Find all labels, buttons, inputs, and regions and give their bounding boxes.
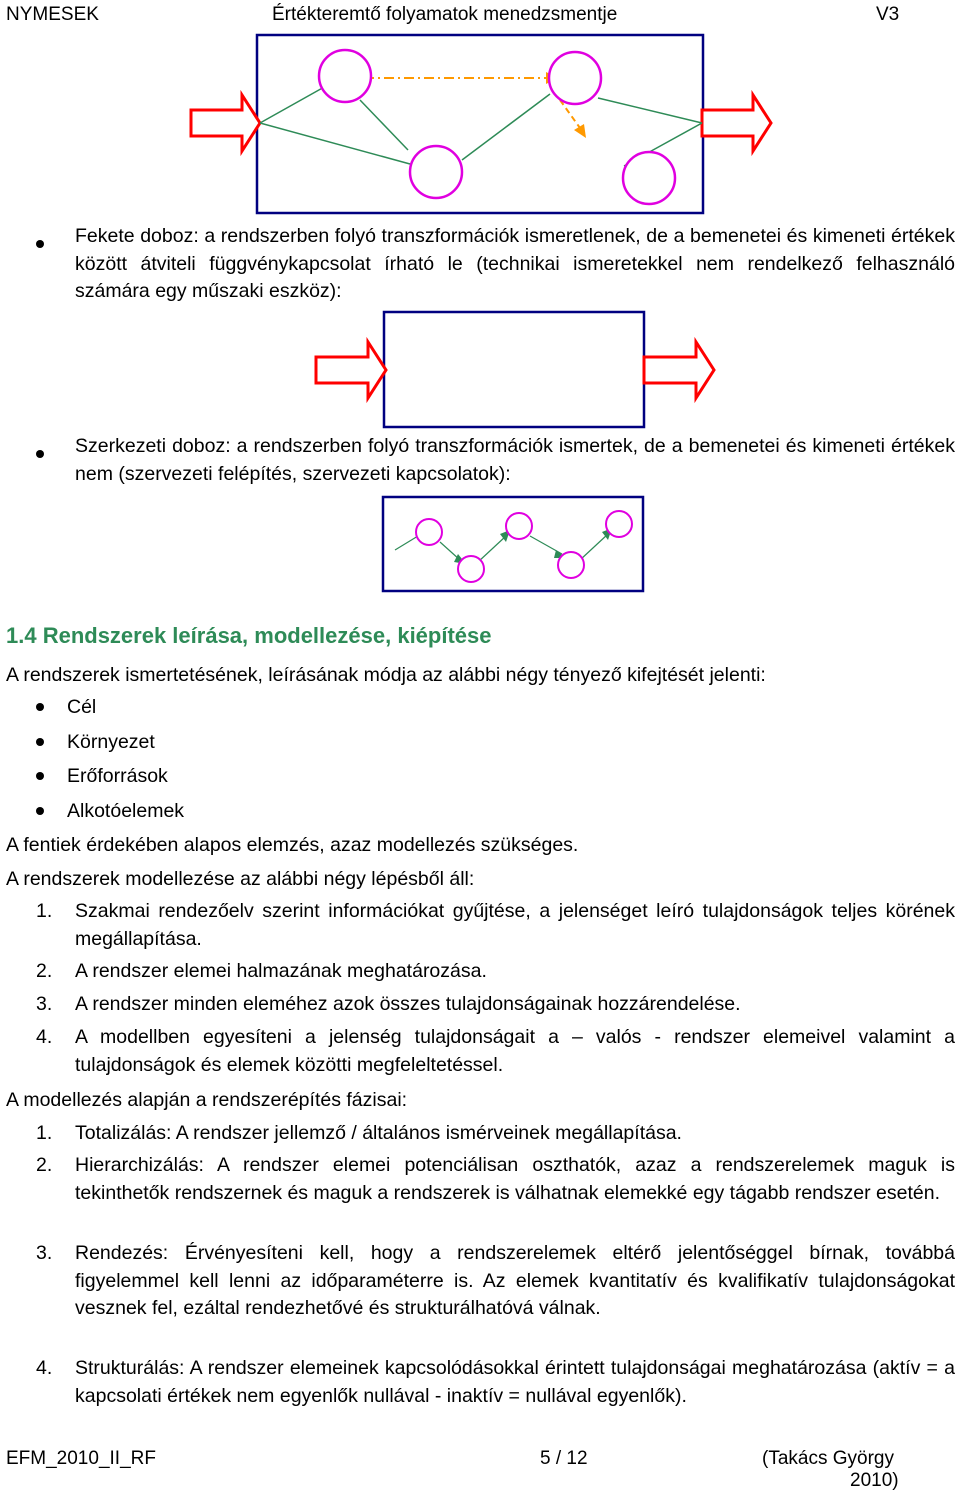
bullet-dot <box>36 772 44 780</box>
bullet-dot <box>36 807 44 815</box>
step-text: A modellben egyesíteni a jelenség tulajdonságait a – valós - rendszer elemeivel valamint a tulajdonságok és elemek közötti megfeleltetéssel. <box>75 1026 955 1076</box>
node-circle <box>558 552 584 578</box>
bullet-black-box: Fekete doboz: a rendszerben folyó transzformációk ismeretlenek, de a bemenetei és kimeneti értékek között átviteli függvénykapcsolat írható le (technikai ismeretekkel nem rendelkező felhasználó számára egy műszaki eszköz): <box>75 225 955 302</box>
step-number: 3. <box>36 993 53 1015</box>
phases-intro: A modellezés alapján a rendszerépítés fázisai: <box>6 1089 408 1111</box>
factor-item: Cél <box>67 696 97 718</box>
step-text: Szakmai rendezőelv szerint információkat gyűjtése, a jelenséget leíró tulajdonságok teljes körének megállapítása. <box>75 900 955 950</box>
node-circle <box>506 513 532 539</box>
black-box-diagram <box>0 305 960 425</box>
link-line <box>478 536 506 562</box>
header-title: Értékteremtő folyamatok menedzsmentje <box>272 4 618 25</box>
after-factors: A fentiek érdekében alapos elemzés, azaz modellezés szükséges. <box>6 834 579 856</box>
phase-number: 4. <box>36 1357 53 1379</box>
node-circle <box>549 52 601 104</box>
step-text: A rendszer minden eleméhez azok összes tulajdonságainak hozzárendelése. <box>75 993 741 1015</box>
factor-item: Környezet <box>67 731 155 753</box>
bullet-dot <box>36 240 44 248</box>
section-intro: A rendszerek ismertetésének, leírásának módja az alábbi négy tényező kifejtését jelenti: <box>6 664 766 686</box>
phase-text: Hierarchizálás: A rendszer elemei potenciálisan oszthatók, azaz a rendszerelemek maguk is tekinthetők rendszernek és maguk a rendszerek is válhatnak elemekké egy tágabb rendszer esetén. <box>75 1154 955 1204</box>
node-circle <box>623 152 675 204</box>
factor-item: Alkotóelemek <box>67 800 185 822</box>
phase-number: 1. <box>36 1122 53 1144</box>
step-number: 4. <box>36 1026 53 1048</box>
node-circle <box>410 146 462 198</box>
section-heading: 1.4 Rendszerek leírása, modellezése, kiépítése <box>6 623 492 648</box>
input-arrow <box>316 342 386 398</box>
header-right: V3 <box>876 4 900 25</box>
process-diagram-top <box>0 0 960 215</box>
output-arrow <box>702 95 771 151</box>
step-number: 2. <box>36 960 53 982</box>
step-text: A rendszer elemei halmazának meghatározása. <box>75 960 487 982</box>
phase-text: Strukturálás: A rendszer elemeinek kapcsolódásokkal érintett tulajdonságai meghatározása (aktív = a kapcsolati értékek nem egyenlők nullával - inaktív = nullával egyenlők). <box>75 1357 955 1407</box>
footer-author: (Takács György <box>762 1448 894 1469</box>
footer-year: 2010) <box>850 1470 899 1491</box>
link-line <box>360 100 408 150</box>
phase-number: 2. <box>36 1154 53 1176</box>
factor-item: Erőforrások <box>67 765 168 787</box>
dashed-arrowhead <box>574 124 586 138</box>
link-line <box>598 98 702 123</box>
bullet-dot <box>36 450 44 458</box>
structure-box-diagram <box>0 490 960 610</box>
steps-intro: A rendszerek modellezése az alábbi négy lépésből áll: <box>6 868 475 890</box>
bullet-structure-box: Szerkezeti doboz: a rendszerben folyó transzformációk ismertek, de a bemenetei és kimeneti értékek nem (szervezeti felépítés, szervezeti kapcsolatok): <box>75 435 955 485</box>
link-line <box>260 86 326 123</box>
link-line <box>462 94 550 160</box>
bullet-dot <box>36 703 44 711</box>
node-circle <box>458 556 484 582</box>
input-arrow <box>191 95 260 151</box>
header-left: NYMESEK <box>6 4 99 25</box>
node-circle <box>416 519 442 545</box>
step-number: 1. <box>36 900 53 922</box>
page-number: 5 / 12 <box>540 1448 588 1469</box>
footer-left: EFM_2010_II_RF <box>6 1448 156 1469</box>
black-box <box>384 312 644 427</box>
link-line <box>580 534 608 560</box>
phase-text: Totalizálás: A rendszer jellemző / általános ismérveinek megállapítása. <box>75 1122 682 1144</box>
phase-text: Rendezés: Érvényesíteni kell, hogy a rendszerelemek eltérő jelentőséggel bírnak, továbbá figyelemmel kell lenni az időparaméterre is. Az elemek kvantitatív és kvalifikatív tulajdonságokat vesznek fel, ezáltal rendezhetővé és strukturálhatóvá válnak. <box>75 1242 955 1319</box>
phase-number: 3. <box>36 1242 53 1264</box>
link-line <box>395 536 418 550</box>
node-circle <box>319 50 371 102</box>
node-circle <box>606 511 632 537</box>
output-arrow <box>644 342 714 398</box>
bullet-dot <box>36 738 44 746</box>
